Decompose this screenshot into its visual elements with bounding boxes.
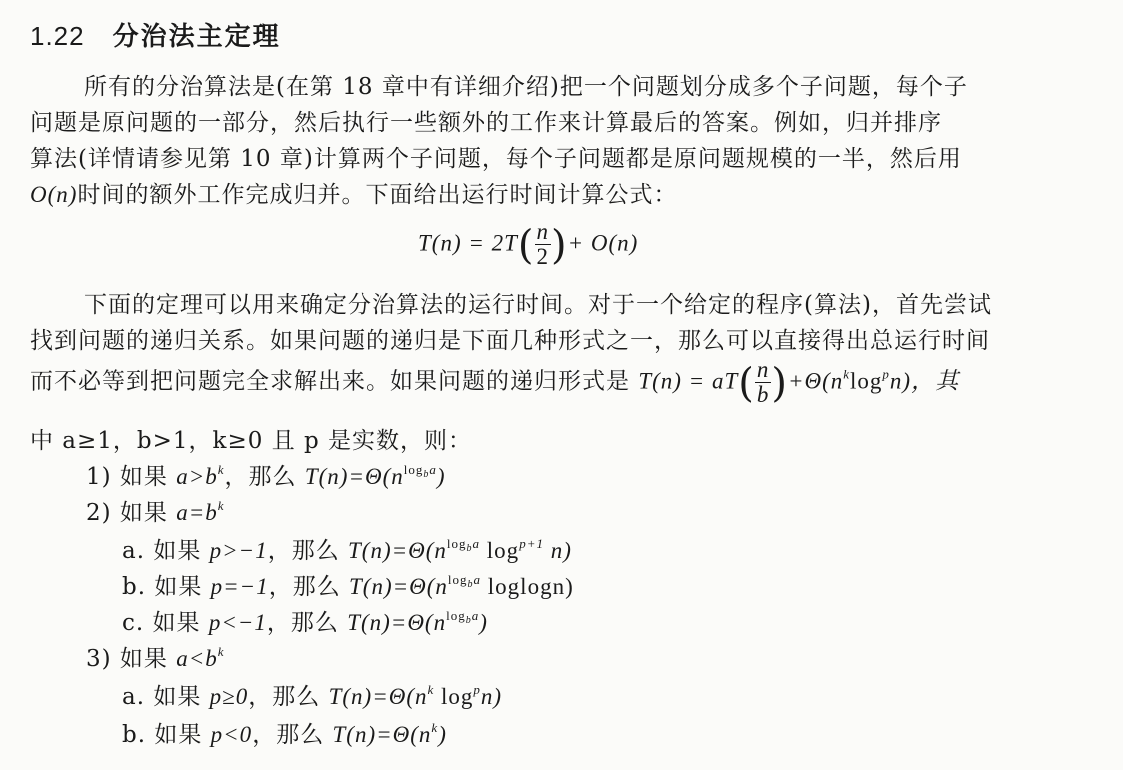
fraction: $\frac{n}{2}$ xyxy=(536,219,550,270)
section-title: 分治法主定理 xyxy=(112,22,281,52)
case-3b: b. 如果 p<0，那么 $T(n)=\Theta(n^k)$ xyxy=(122,720,447,748)
case-2a: a. 如果 p>−1，那么 $T(n)=\Theta(n^{log_ba}$ $\log^{p+1} n$) xyxy=(122,536,572,564)
section-heading xyxy=(30,16,281,53)
paragraph-line: 找到问题的递归关系。如果问题的递归是下面几种形式之一，那么可以直接得出总运行时间 xyxy=(30,328,990,354)
paragraph-line: 算法(详情请参见第 10 章)计算两个子问题，每个子问题都是原问题规模的一半，然后用 xyxy=(30,146,962,172)
section-number: 1.22 xyxy=(30,21,85,51)
paragraph-line: 问题是原问题的一部分，然后执行一些额外的工作来计算最后的答案。例如，归并排序 xyxy=(30,110,942,136)
paragraph-line: 下面的定理可以用来确定分治算法的运行时间。对于一个给定的程序(算法)，首先尝试 xyxy=(84,292,992,318)
case-2c: c. 如果 p<−1，那么 $T(n)=\Theta(n^{log_ba})$ xyxy=(122,608,488,636)
case-2: 2) 如果 $a=b^k$ xyxy=(86,498,225,526)
case-3a: a. 如果 p≥0，那么 $T(n)=\Theta(n^k$ $\log^pn$) xyxy=(122,682,503,710)
paragraph-line: 而不必等到把问题完全求解出来。如果问题的递归形式是 T(n) = aT( $\frac{n}{b}$ )$+\Theta(n^k\log^pn)$，其 xyxy=(30,357,960,408)
display-formula: T(n) = 2T( $\frac{n}{2}$ )+ O(n) xyxy=(418,219,639,270)
inline-math: O(n) xyxy=(30,182,78,207)
paragraph-line: 所有的分治算法是(在第 18 章中有详细介绍)把一个问题划分成多个子问题，每个子 xyxy=(84,74,968,100)
case-1: 1) 如果 $a>b^k$，那么 $T(n)=\Theta(n^{log_ba})$ xyxy=(86,462,446,490)
fraction: $\frac{n}{b}$ xyxy=(756,357,770,408)
case-3: 3) 如果 $a<b^k$ xyxy=(86,644,225,672)
paragraph-line: 中 a≥1，b>1，k≥0 且 p 是实数，则： xyxy=(30,428,473,454)
paragraph-line: O(n)时间的额外工作完成归并。下面给出运行时间计算公式： xyxy=(30,182,678,208)
case-2b: b. 如果 p=−1，那么 $T(n)=\Theta(n^{log_ba}$ loglogn) xyxy=(122,572,574,600)
